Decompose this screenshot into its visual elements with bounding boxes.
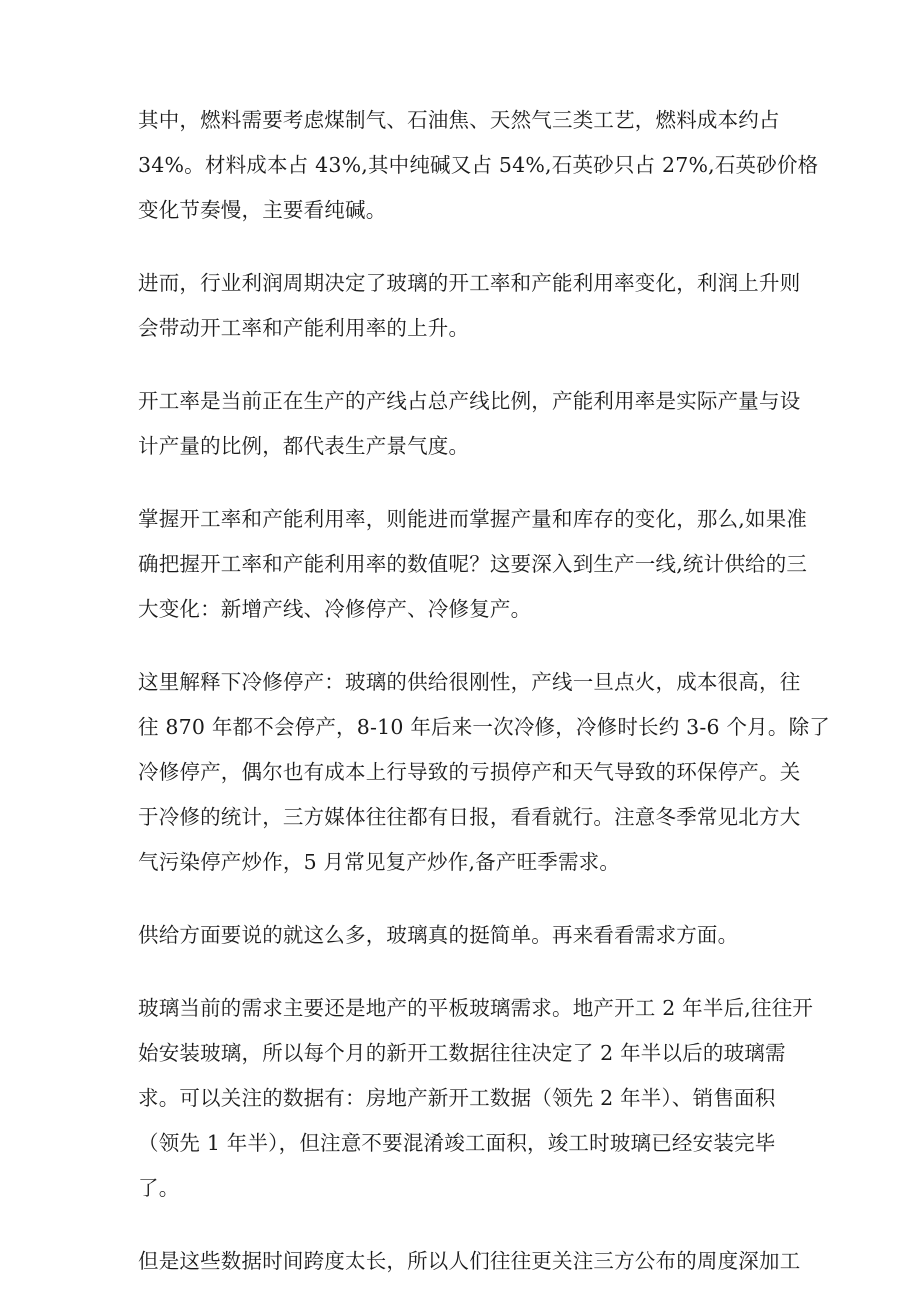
text-line: 进而，行业利润周期决定了玻璃的开工率和产能利用率变化，利润上升则 bbox=[138, 271, 801, 295]
paragraph bbox=[138, 660, 830, 885]
text-line: 供给方面要说的就这么多，玻璃真的挺简单。再来看看需求方面。 bbox=[138, 923, 739, 947]
paragraph bbox=[138, 913, 778, 958]
text-line: 确把握开工率和产能利用率的数值呢？这要深入到生产一线,统计供给的三 bbox=[138, 552, 808, 576]
text-line: 往 870 年都不会停产，8-10 年后来一次冷修，冷修时长约 3-6 个月。除了 bbox=[138, 715, 830, 739]
text-line: 冷修停产，偶尔也有成本上行导致的亏损停产和天气导致的环保停产。关 bbox=[138, 760, 801, 784]
text-line: 但是这些数据时间跨度太长，所以人们往往更关注三方公布的周度深加工 bbox=[138, 1249, 801, 1273]
paragraph bbox=[138, 1239, 801, 1284]
text-line: 其中，燃料需要考虑煤制气、石油焦、天然气三类工艺，燃料成本约占 bbox=[138, 108, 780, 132]
text-line: 变化节奏慢，主要看纯碱。 bbox=[138, 198, 387, 222]
text-line: 计产量的比例，都代表生产景气度。 bbox=[138, 434, 470, 458]
text-line: 掌握开工率和产能利用率，则能进而掌握产量和库存的变化，那么,如果准 bbox=[138, 507, 808, 531]
text-line: 这里解释下冷修停产：玻璃的供给很刚性，产线一旦点火，成本很高，往 bbox=[138, 670, 801, 694]
text-line: 求。可以关注的数据有：房地产新开工数据（领先 2 年半）、销售面积 bbox=[138, 1086, 776, 1110]
text-line: 大变化：新增产线、冷修停产、冷修复产。 bbox=[138, 597, 532, 621]
document-body bbox=[138, 98, 830, 1312]
paragraph bbox=[138, 98, 819, 233]
text-line: 于冷修的统计，三方媒体往往都有日报，看看就行。注意冬季常见北方大 bbox=[138, 805, 801, 829]
text-line: 会带动开工率和产能利用率的上升。 bbox=[138, 316, 470, 340]
text-line: 气污染停产炒作，5 月常见复产炒作,备产旺季需求。 bbox=[138, 850, 621, 874]
text-line: （领先 1 年半），但注意不要混淆竣工面积，竣工时玻璃已经安装完毕 bbox=[138, 1131, 776, 1155]
text-line: 了。 bbox=[138, 1176, 180, 1200]
text-line: 开工率是当前正在生产的产线占总产线比例，产能利用率是实际产量与设 bbox=[138, 389, 801, 413]
text-line: 玻璃当前的需求主要还是地产的平板玻璃需求。地产开工 2 年半后,往往开 bbox=[138, 996, 814, 1020]
text-line: 34%。材料成本占 43%,其中纯碱又占 54%,石英砂只占 27%,石英砂价格 bbox=[138, 153, 819, 177]
paragraph bbox=[138, 497, 808, 632]
paragraph bbox=[138, 986, 814, 1211]
text-line: 始安装玻璃，所以每个月的新开工数据往往决定了 2 年半以后的玻璃需 bbox=[138, 1041, 786, 1065]
paragraph bbox=[138, 379, 801, 469]
paragraph bbox=[138, 261, 801, 351]
